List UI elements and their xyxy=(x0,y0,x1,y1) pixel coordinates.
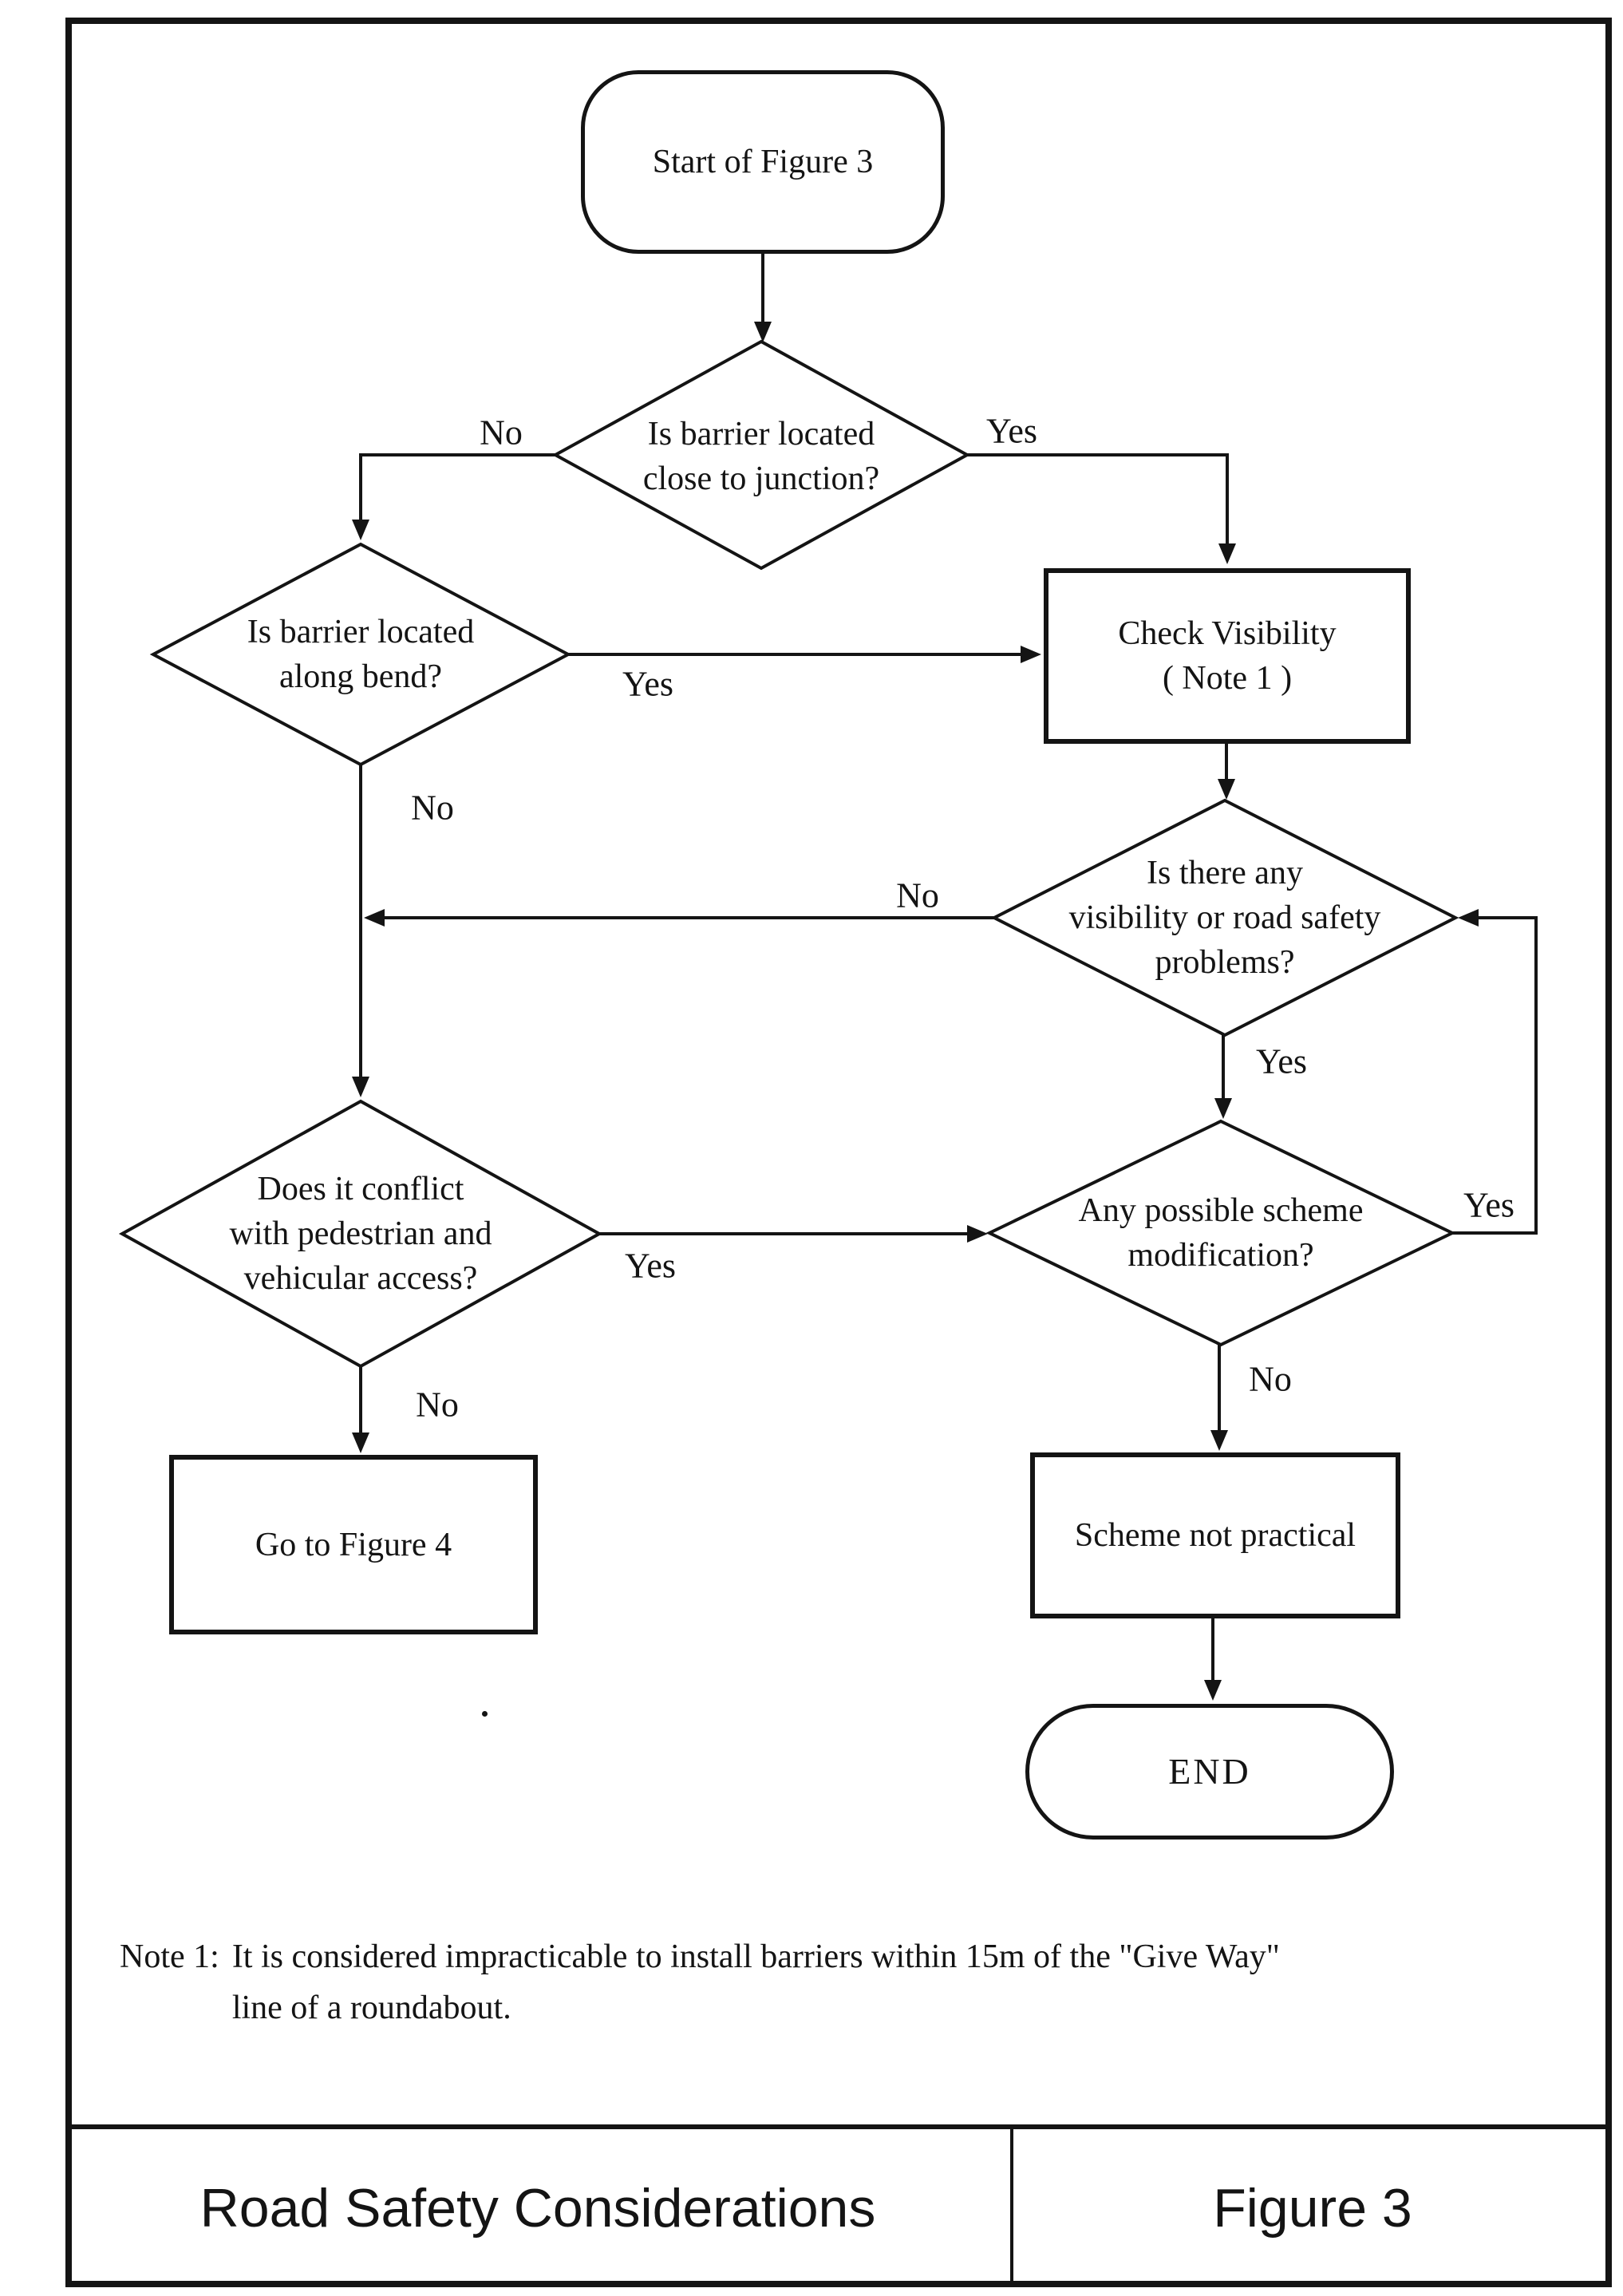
junction-question: Is barrier located close to junction? xyxy=(642,416,880,497)
note-prefix: Note 1: xyxy=(120,1938,219,1975)
note-line2: line of a roundabout. xyxy=(231,1990,511,2026)
check-visibility-line2: ( Note 1 ) xyxy=(1162,660,1293,697)
label-modification-yes: Yes xyxy=(1459,1185,1519,1226)
note-line1: It is considered impracticable to install barriers within 15m of the "Give Way" xyxy=(231,1938,1280,1975)
label-modification-no: No xyxy=(1244,1359,1297,1400)
node-check-visibility xyxy=(1044,568,1411,744)
title-block xyxy=(65,2124,1612,2287)
label-bend-yes: Yes xyxy=(618,664,678,705)
bend-question: Is barrier located along bend? xyxy=(247,614,475,695)
figure-number: Figure 3 xyxy=(1010,2129,1612,2287)
label-junction-no: No xyxy=(475,413,527,453)
label-visibility-yes: Yes xyxy=(1251,1041,1312,1082)
label-bend-no: No xyxy=(406,788,459,828)
modification-question: Any possible scheme modification? xyxy=(1078,1192,1364,1274)
figure-title: Road Safety Considerations xyxy=(199,2178,876,2239)
note-1 xyxy=(120,1931,1280,2033)
node-scheme-not-practical xyxy=(1030,1452,1400,1618)
label-junction-yes: Yes xyxy=(981,411,1042,452)
node-end xyxy=(1025,1704,1394,1840)
node-start xyxy=(581,70,945,254)
node-goto-figure4 xyxy=(169,1455,538,1634)
visibility-question: Is there any visibility or road safety problems? xyxy=(1068,855,1381,981)
label-conflict-yes: Yes xyxy=(620,1246,681,1286)
conflict-question: Does it conflict with pedestrian and vehicular access? xyxy=(229,1171,492,1297)
scheme-not-practical-label: Scheme not practical xyxy=(1074,1517,1356,1554)
stray-ink-mark xyxy=(482,1711,488,1717)
end-label: END xyxy=(1168,1751,1251,1792)
check-visibility-line1: Check Visibility xyxy=(1118,615,1337,652)
label-conflict-no: No xyxy=(411,1385,464,1425)
label-visibility-no: No xyxy=(891,875,944,916)
goto-figure4-label: Go to Figure 4 xyxy=(255,1526,452,1563)
node-start-label: Start of Figure 3 xyxy=(652,144,874,180)
